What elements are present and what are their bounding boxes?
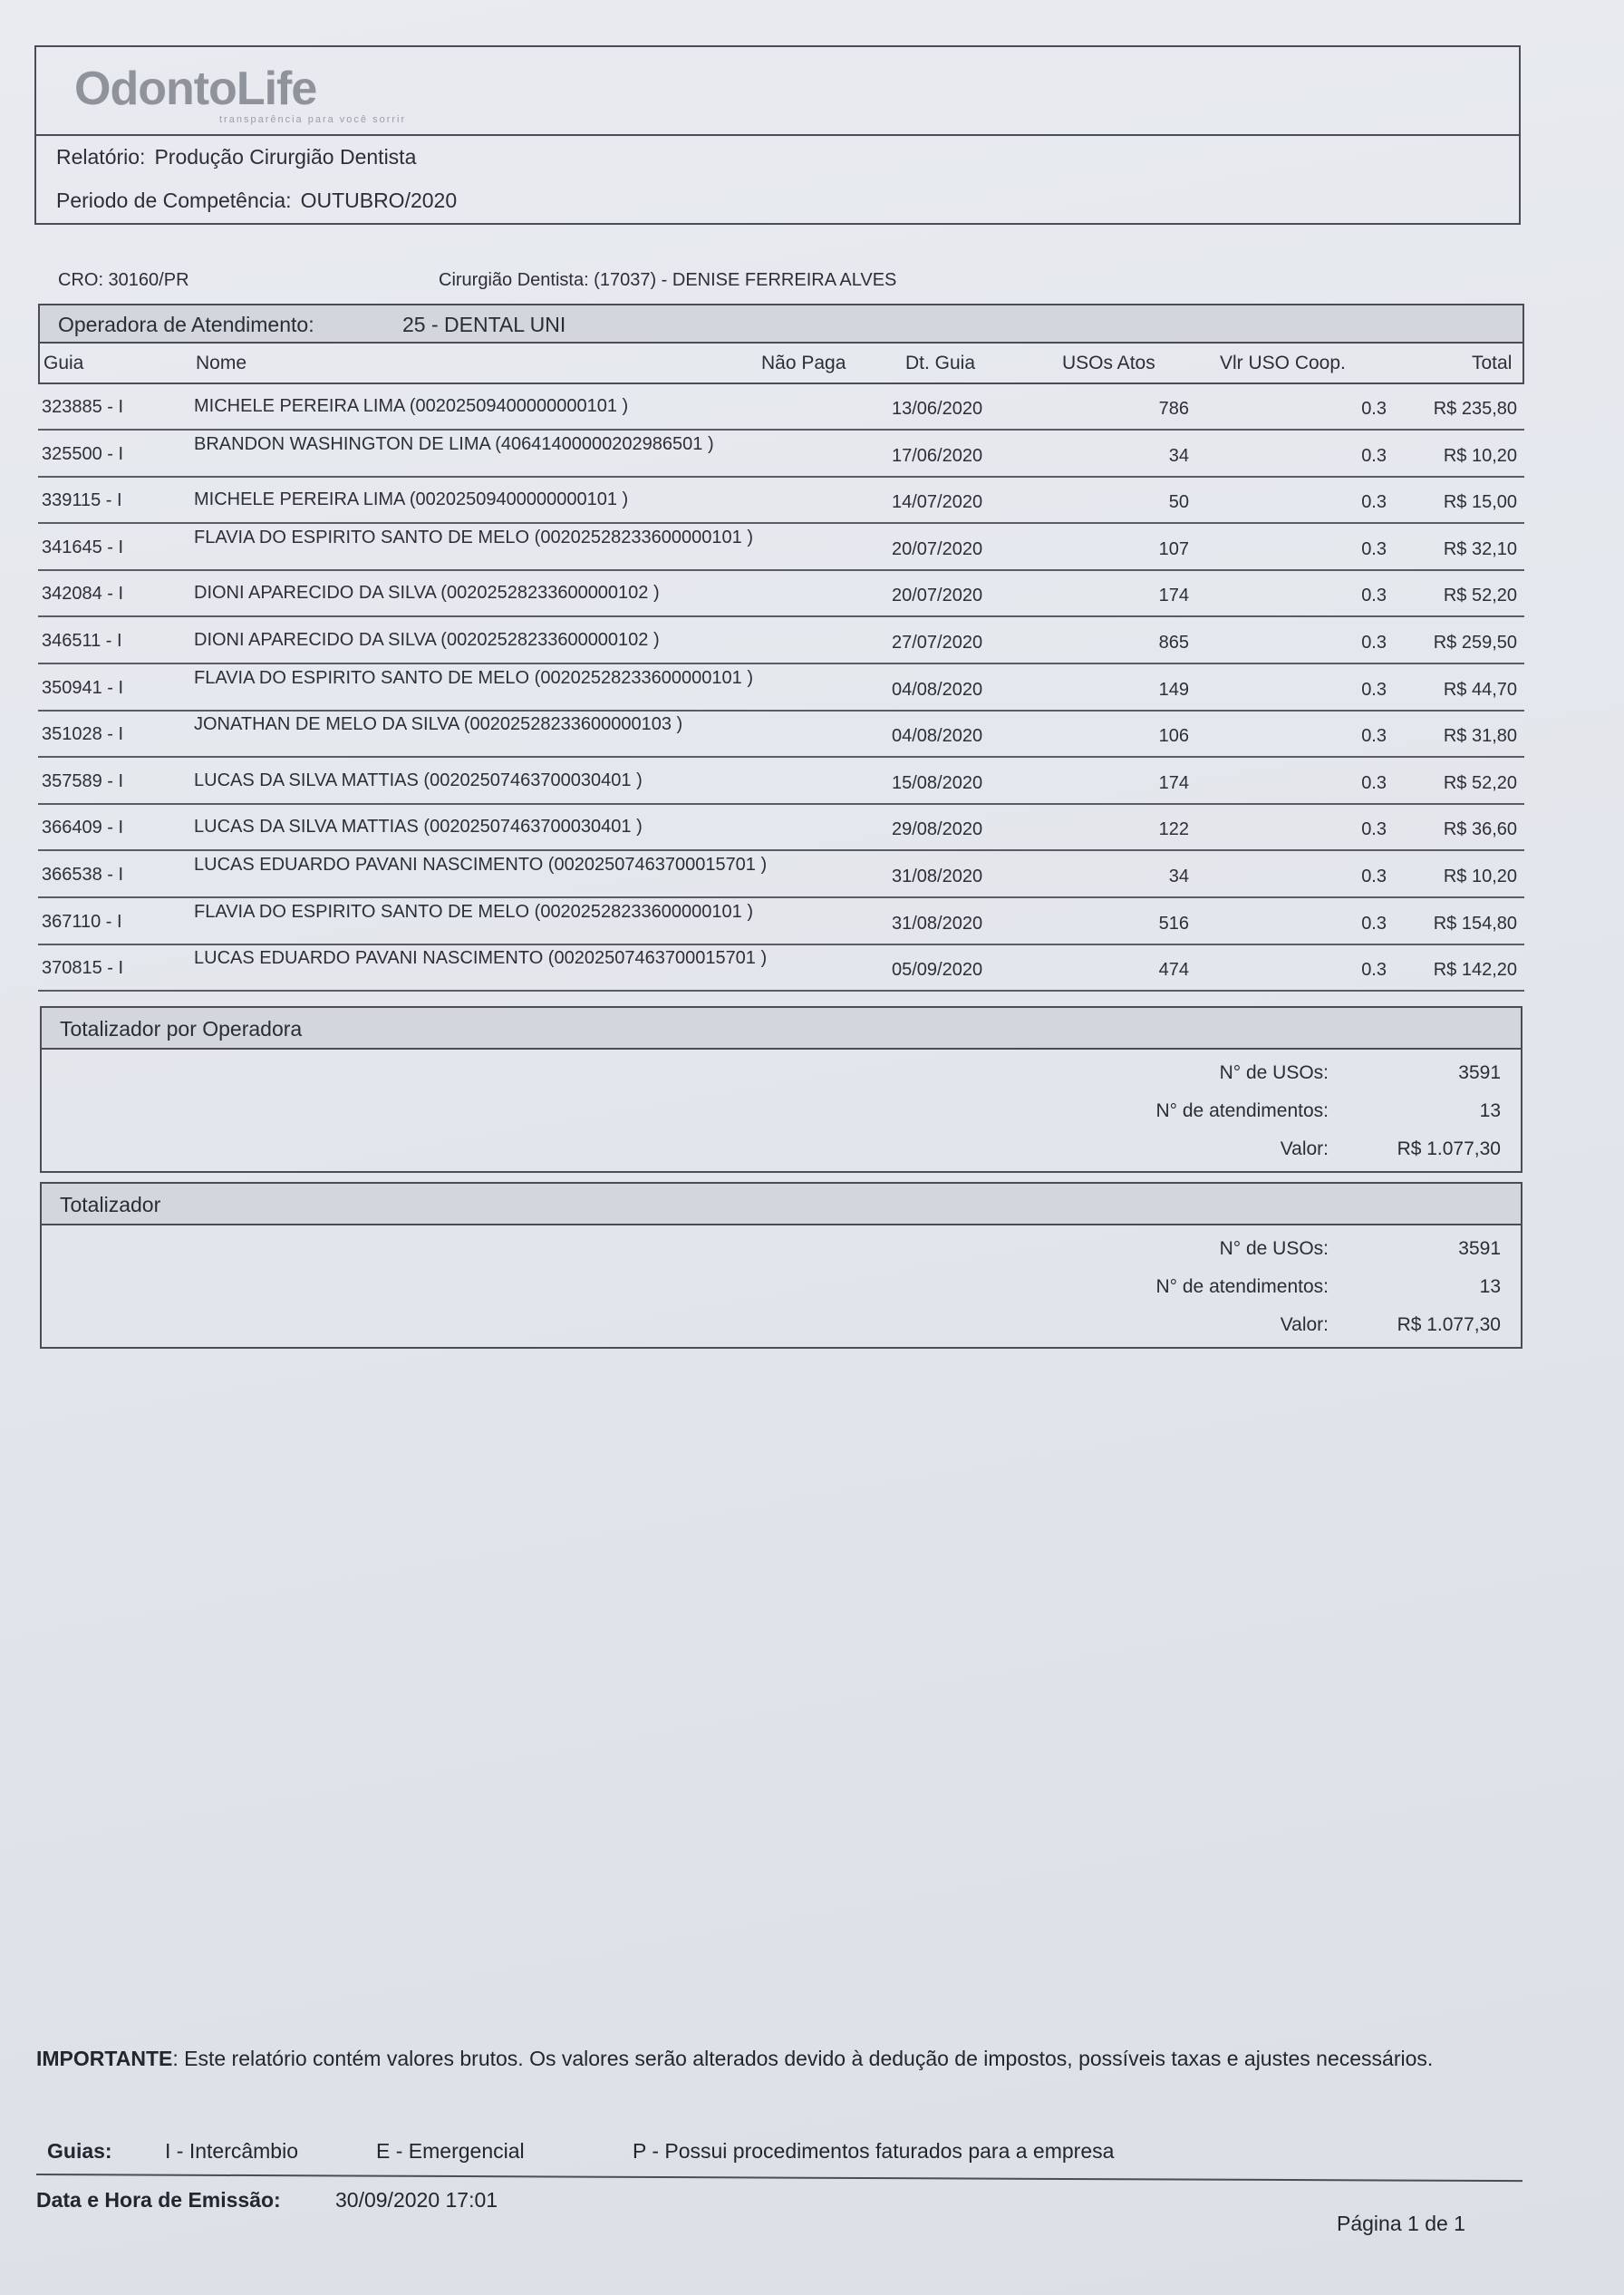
- cell-guia: 346511 - I: [42, 631, 122, 651]
- cell-nome: LUCAS DA SILVA MATTIAS (00202507463700030401 ): [194, 817, 643, 838]
- totalizador-body: [40, 1224, 1522, 1349]
- cell-vlr-uso: 0.3: [1361, 819, 1387, 840]
- table-row: [38, 712, 1524, 758]
- dentist-name: Cirurgião Dentista: (17037) - DENISE FERREIRA ALVES: [439, 270, 897, 290]
- cell-vlr-uso: 0.3: [1361, 772, 1387, 793]
- cell-nome: MICHELE PEREIRA LIMA (00202509400000000101 ): [194, 396, 629, 416]
- col-dt-guia: Dt. Guia: [905, 353, 976, 373]
- cell-vlr-uso: 0.3: [1361, 960, 1387, 981]
- guias-label: Guias:: [47, 2139, 112, 2163]
- usos-label: N° de USOs:: [1219, 1062, 1329, 1083]
- table-row: [38, 899, 1524, 945]
- cell-guia: 323885 - I: [42, 397, 124, 417]
- table-row: [38, 665, 1524, 712]
- cell-nome: DIONI APARECIDO DA SILVA (00202528233600000102 ): [194, 630, 660, 650]
- table-row: [38, 478, 1524, 524]
- cell-dt-guia: 31/08/2020: [892, 867, 983, 886]
- col-usos: USOs Atos: [1062, 353, 1155, 373]
- cell-vlr-uso: 0.3: [1361, 399, 1387, 419]
- logo-wordmark: OdontoLife: [74, 63, 317, 115]
- cell-guia: 357589 - I: [42, 770, 124, 791]
- important-label: IMPORTANTE: [36, 2047, 173, 2070]
- cell-dt-guia: 14/07/2020: [892, 492, 983, 513]
- cell-dt-guia: 13/06/2020: [892, 399, 983, 419]
- operadora-bar: [38, 304, 1524, 344]
- cell-dt-guia: 17/06/2020: [892, 445, 983, 466]
- period-value: OUTUBRO/2020: [300, 189, 458, 212]
- cell-nome: LUCAS DA SILVA MATTIAS (00202507463700030401 ): [194, 770, 643, 790]
- cell-guia: 366538 - I: [42, 865, 124, 885]
- cell-usos: 122: [1158, 819, 1189, 840]
- emission-label: Data e Hora de Emissão:: [36, 2188, 281, 2212]
- cell-guia: 342084 - I: [42, 584, 124, 605]
- operadora-value: 25 - DENTAL UNI: [402, 313, 566, 336]
- cell-total: R$ 52,20: [1443, 586, 1517, 606]
- table-header: [38, 344, 1524, 384]
- cell-vlr-uso: 0.3: [1361, 633, 1387, 653]
- footer-divider: [36, 2174, 1522, 2182]
- cell-nome: MICHELE PEREIRA LIMA (00202509400000000101 ): [194, 489, 629, 510]
- cell-vlr-uso: 0.3: [1361, 538, 1387, 559]
- cell-usos: 34: [1168, 867, 1189, 886]
- emission-datetime: 30/09/2020 17:01: [335, 2188, 498, 2212]
- cro-number: CRO: 30160/PR: [58, 270, 189, 290]
- report-value: Produção Cirurgião Dentista: [154, 145, 417, 169]
- totalizador-operadora-body: [40, 1048, 1522, 1173]
- legend-emergencial: E - Emergencial: [376, 2139, 525, 2163]
- col-total: Total: [1472, 353, 1513, 373]
- col-nome: Nome: [196, 353, 247, 373]
- table-row: [38, 852, 1524, 898]
- table-row: [38, 805, 1524, 851]
- report-label: Relatório:: [56, 145, 146, 169]
- legend-intercambio: I - Intercâmbio: [165, 2139, 298, 2163]
- cell-total: R$ 10,20: [1443, 445, 1517, 466]
- cell-nome: DIONI APARECIDO DA SILVA (00202528233600000102 ): [194, 583, 660, 604]
- usos-value: 3591: [1458, 1062, 1501, 1083]
- cell-nome: BRANDON WASHINGTON DE LIMA (40641400000202986501 ): [194, 433, 714, 454]
- cell-vlr-uso: 0.3: [1361, 679, 1387, 700]
- cell-total: R$ 10,20: [1443, 867, 1517, 886]
- atendimentos-value: 13: [1479, 1276, 1501, 1297]
- cell-usos: 174: [1158, 772, 1189, 793]
- cell-nome: LUCAS EDUARDO PAVANI NASCIMENTO (00202507463700015701 ): [194, 855, 768, 875]
- cell-guia: 350941 - I: [42, 677, 124, 698]
- cell-total: R$ 259,50: [1433, 633, 1517, 653]
- cell-vlr-uso: 0.3: [1361, 867, 1387, 886]
- cell-vlr-uso: 0.3: [1361, 586, 1387, 606]
- cell-usos: 107: [1158, 538, 1189, 559]
- valor-label: Valor:: [1280, 1138, 1329, 1159]
- cell-total: R$ 15,00: [1443, 492, 1517, 513]
- atendimentos-value: 13: [1479, 1100, 1501, 1121]
- cell-usos: 50: [1168, 492, 1189, 513]
- cell-dt-guia: 27/07/2020: [892, 633, 983, 653]
- cell-total: R$ 235,80: [1433, 399, 1517, 419]
- cell-total: R$ 31,80: [1443, 726, 1517, 747]
- table-row: [38, 759, 1524, 805]
- table-row: [38, 618, 1524, 664]
- cell-dt-guia: 04/08/2020: [892, 726, 983, 747]
- company-logo: [74, 63, 546, 131]
- cell-dt-guia: 20/07/2020: [892, 586, 983, 606]
- cell-total: R$ 52,20: [1443, 772, 1517, 793]
- valor-value: R$ 1.077,30: [1397, 1138, 1501, 1159]
- cell-vlr-uso: 0.3: [1361, 913, 1387, 934]
- cell-usos: 786: [1158, 399, 1189, 419]
- report-header: [34, 45, 1521, 225]
- col-nao-paga: Não Paga: [761, 353, 846, 373]
- cell-usos: 34: [1168, 445, 1189, 466]
- totalizador-operadora-title: [40, 1006, 1522, 1050]
- cell-total: R$ 36,60: [1443, 819, 1517, 840]
- totalizador-label: Totalizador: [60, 1193, 161, 1216]
- table-row: [38, 525, 1524, 571]
- cell-nome: FLAVIA DO ESPIRITO SANTO DE MELO (00202528233600000101 ): [194, 667, 753, 688]
- cell-usos: 516: [1158, 913, 1189, 934]
- period-label: Periodo de Competência:: [56, 189, 292, 212]
- cell-dt-guia: 04/08/2020: [892, 679, 983, 700]
- cell-guia: 341645 - I: [42, 537, 124, 557]
- report-period: [56, 189, 457, 213]
- cell-nome: FLAVIA DO ESPIRITO SANTO DE MELO (00202528233600000101 ): [194, 901, 753, 922]
- cell-dt-guia: 31/08/2020: [892, 913, 983, 934]
- cell-usos: 174: [1158, 586, 1189, 606]
- totalizador-title: [40, 1182, 1522, 1225]
- col-vlr-uso: Vlr USO Coop.: [1220, 353, 1346, 373]
- cell-total: R$ 142,20: [1433, 960, 1517, 981]
- cell-usos: 474: [1158, 960, 1189, 981]
- cell-vlr-uso: 0.3: [1361, 726, 1387, 747]
- cell-usos: 149: [1158, 679, 1189, 700]
- valor-value: R$ 1.077,30: [1397, 1314, 1501, 1335]
- valor-label: Valor:: [1280, 1314, 1329, 1335]
- cell-dt-guia: 05/09/2020: [892, 960, 983, 981]
- cell-nome: FLAVIA DO ESPIRITO SANTO DE MELO (00202528233600000101 ): [194, 527, 753, 547]
- cell-vlr-uso: 0.3: [1361, 445, 1387, 466]
- table-row: [38, 384, 1524, 431]
- table-row: [38, 571, 1524, 617]
- cell-nome: LUCAS EDUARDO PAVANI NASCIMENTO (00202507463700015701 ): [194, 948, 768, 969]
- cell-guia: 366409 - I: [42, 818, 124, 838]
- cell-usos: 865: [1158, 633, 1189, 653]
- atendimentos-label: N° de atendimentos:: [1155, 1276, 1329, 1297]
- cell-total: R$ 44,70: [1443, 679, 1517, 700]
- cell-dt-guia: 15/08/2020: [892, 772, 983, 793]
- cell-usos: 106: [1158, 726, 1189, 747]
- operadora-label: Operadora de Atendimento:: [58, 313, 314, 336]
- table-row: [38, 945, 1524, 992]
- cell-vlr-uso: 0.3: [1361, 492, 1387, 513]
- cell-total: R$ 154,80: [1433, 913, 1517, 934]
- cell-dt-guia: 20/07/2020: [892, 538, 983, 559]
- cell-total: R$ 32,10: [1443, 538, 1517, 559]
- usos-label: N° de USOs:: [1219, 1238, 1329, 1259]
- table-row: [38, 431, 1524, 478]
- cell-nome: JONATHAN DE MELO DA SILVA (00202528233600000103 ): [194, 714, 683, 735]
- cell-guia: 339115 - I: [42, 490, 122, 511]
- page-number: Página 1 de 1: [1337, 2212, 1465, 2235]
- logo-band: [36, 47, 1519, 136]
- logo-tagline: transparência para você sorrir: [219, 114, 407, 125]
- atendimentos-label: N° de atendimentos:: [1155, 1100, 1329, 1121]
- cell-guia: 367110 - I: [42, 911, 122, 932]
- cell-guia: 351028 - I: [42, 724, 124, 745]
- cell-guia: 370815 - I: [42, 958, 124, 979]
- legend-empresa: P - Possui procedimentos faturados para a empresa: [633, 2139, 1115, 2163]
- report-title: [56, 145, 416, 169]
- cell-dt-guia: 29/08/2020: [892, 819, 983, 840]
- usos-value: 3591: [1458, 1238, 1501, 1259]
- col-guia: Guia: [44, 353, 84, 373]
- important-text: : Este relatório contém valores brutos. Os valores serão alterados devido à dedução de impostos, possíveis taxas e ajustes necessários.: [172, 2047, 1434, 2070]
- important-notice: [36, 2047, 1450, 2070]
- totalizador-operadora-label: Totalizador por Operadora: [60, 1017, 303, 1041]
- cell-guia: 325500 - I: [42, 443, 124, 464]
